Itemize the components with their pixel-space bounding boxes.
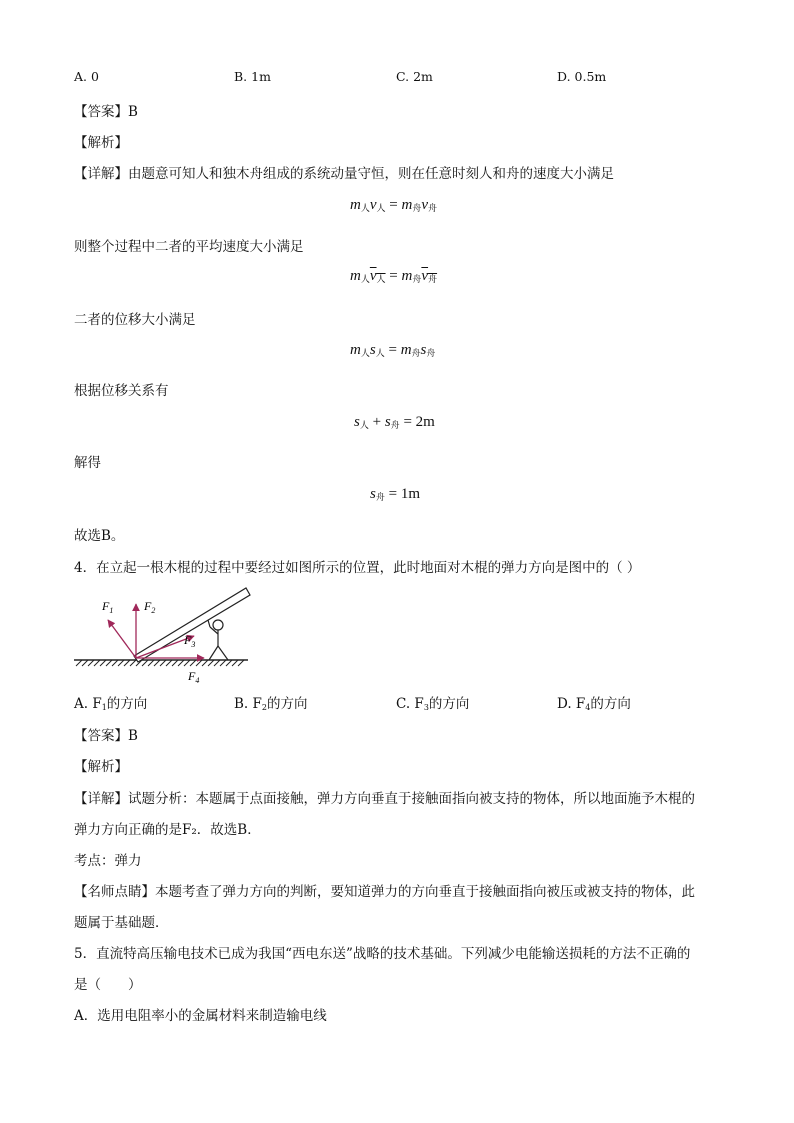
detail-tag: 【详解】 — [74, 166, 128, 182]
ground-hatch — [74, 660, 248, 666]
wooden-stick — [134, 588, 250, 662]
q4-teacher-line1: 【名师点睛】本题考查了弹力方向的判断，要知道弹力的方向垂直于接触面指向被压或被支持的物体，此 — [74, 884, 695, 900]
q3-disp-text: 二者的位移大小满足 — [74, 312, 196, 328]
label-f4: $F_4$ — [188, 669, 200, 685]
force-f1-arrow — [108, 620, 136, 658]
stick-person — [208, 620, 228, 660]
detail-text: 由题意可知人和独木舟组成的系统动量守恒，则在任意时刻人和舟的速度大小满足 — [128, 166, 614, 182]
q4-option-c: C. F3的方向 — [396, 696, 470, 712]
answer-value: B — [128, 104, 138, 120]
equation-average-velocity: $m_人v_人 = m_舟v_舟$ — [350, 268, 438, 284]
q4-answer — [74, 724, 138, 744]
teacher-tag: 【名师点睛】 — [74, 884, 155, 900]
equation-momentum: $m_人v_人 = m_舟v_舟$ — [350, 197, 438, 213]
answer-tag: 【答案】 — [74, 104, 128, 120]
q3-analysis-tag: 【解析】 — [74, 135, 128, 151]
q4-analysis-tag: 【解析】 — [74, 759, 128, 775]
q5-option-a: A．选用电阻率小的金属材料来制造输电线 — [74, 1008, 327, 1024]
label-f1: $F_1$ — [102, 599, 114, 615]
label-f2: $F_2$ — [144, 599, 156, 615]
q4-teacher-line2: 题属于基础题． — [74, 915, 169, 931]
q4-option-b: B. F2的方向 — [234, 696, 308, 712]
q4-stick-figure-diagram — [68, 580, 258, 685]
q3-avg-text: 则整个过程中二者的平均速度大小满足 — [74, 239, 304, 255]
q3-solve-text: 解得 — [74, 455, 101, 471]
q3-option-d: D. 0.5m — [557, 69, 607, 84]
q3-conclusion: 故选B。 — [74, 528, 125, 544]
q3-relation-text: 根据位移关系有 — [74, 383, 169, 399]
q4-question: 4．在立起一根木棍的过程中要经过如图所示的位置，此时地面对木棍的弹力方向是图中的（ ） — [74, 560, 641, 576]
equation-result: $s_舟 = 1m$ — [370, 486, 420, 502]
equation-relation: $s_人 + s_舟 = 2m$ — [354, 414, 435, 430]
answer-tag: 【答案】 — [74, 728, 128, 744]
q3-option-a: A. 0 — [74, 69, 99, 84]
q3-option-c: C. 2m — [396, 69, 433, 84]
q3-answer — [74, 100, 138, 120]
q5-question-line2: 是（ ） — [74, 977, 142, 993]
q4-kaodian: 考点：弹力 — [74, 853, 142, 869]
q5-question-line1: 5．直流特高压输电技术已成为我国“西电东送”战略的技术基础。下列减少电能输送损耗的方法不正确的 — [74, 946, 691, 962]
q4-option-d: D. F4的方向 — [557, 696, 631, 712]
q4-detail-line1: 【详解】试题分析：本题属于点面接触，弹力方向垂直于接触面指向被支持的物体，所以地面施予木棍的 — [74, 791, 695, 807]
q4-option-a: A. F1的方向 — [74, 696, 148, 712]
detail-tag: 【详解】 — [74, 791, 128, 807]
q3-detail — [74, 162, 614, 182]
label-f3: $F_3$ — [184, 633, 196, 649]
equation-displacement: $m_人s_人 = m_舟s_舟$ — [350, 342, 436, 358]
answer-value: B — [128, 728, 138, 744]
q3-option-b: B. 1m — [234, 69, 271, 84]
q4-detail-line2: 弹力方向正确的是F₂．故选B． — [74, 822, 261, 838]
